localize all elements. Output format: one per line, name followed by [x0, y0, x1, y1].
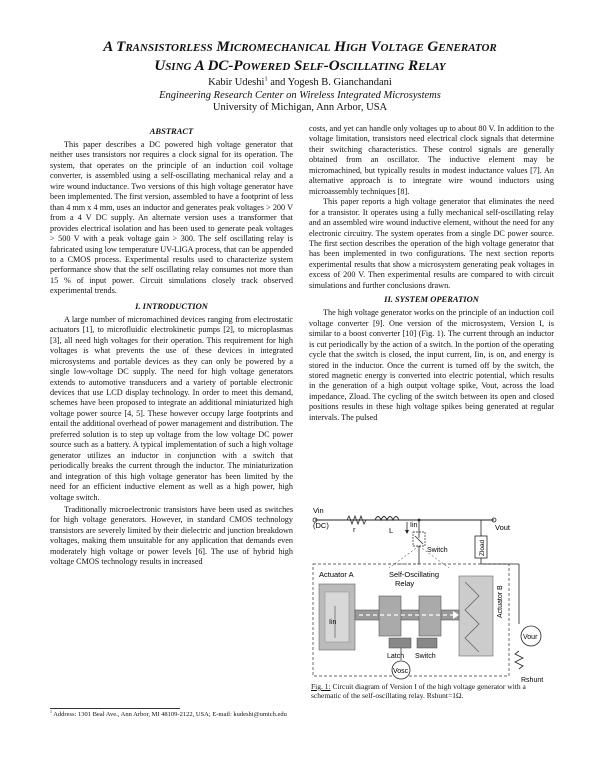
footnote-mark: 1 — [50, 709, 52, 714]
title-line-1: A Transistorless Micromechanical High Voltage Generator — [103, 39, 497, 55]
zload-label: Zload — [479, 539, 486, 556]
actuator-b-block — [459, 576, 493, 656]
right-column — [309, 124, 554, 423]
latch-label: Latch — [387, 653, 405, 660]
intro-paragraph-continued: costs, and yet can handle only voltages up to about 80 V. In addition to the voltage limitation, transistors need electrical clock signals that determine their switching characteristics. These control signals are generally obtained from an oscillator. The inductive element may be micromachined, but typically results in modest inductance values [7]. An alternative approach is to integrate wire wound inductors using microassembly techniques [8]. — [309, 124, 554, 196]
actuator-a-label: Actuator A — [319, 570, 354, 579]
vin-label: Vin — [313, 506, 324, 515]
intro-paragraph-1: A large number of micromachined devices ranging from electrostatic actuators [1], to microfluidic electrokinetic pumps [2], to microplasmas [3], all need high voltages for their operation. This requirement for high voltages is what prevents the use of these devices in integrated microsystems and portable devices as they can only be powered by a single low-voltage DC supply. The need for high voltage generators extends to automotive transducers and a variety of portable electronic devices that use LCD display technology. In order to meet this demand, schemes have been proposed to integrate an additional miniaturized high voltage power source [4, 5]. These however occupy large footprints and entail the additional overhead of power management and distribution. The preferred solution is to step up voltage from the low voltage DC power source such as a battery. A typical implementation of such a high voltage generator utilizes an inductor in conjunction with a switch that periodically breaks the current through the inductor. The miniaturization and integration of this high voltage generator has been limited by the need for an efficient inductive element as well as a high power, high voltage switch. — [50, 314, 293, 502]
system-paragraph-1: The high voltage generator works on the principle of an induction coil voltage converter [9]. One version of the microsystem, Version I, is similar to a boost converter [10] (Fig. 1). The current through an inductor is cut periodically by the action of a switch. In the portion of the operating cycle that the switch is closed, the input current, Iin, is on, and energy is stored in the inductor. Once the current is turned off by the switch, the stored magnetic energy is converted into electric potential, which results in the generation of a high output voltage spike, Vout, across the load impedance, Zload. The cycling of the switch between its open and closed positions results in these high voltage spikes being generated at regular intervals. The pulsed — [309, 308, 554, 422]
latch-block — [389, 638, 411, 648]
university: University of Michigan, Ann Arbor, USA — [212, 102, 388, 113]
switch-top-label: Switch — [427, 547, 448, 554]
iin-left-label: Iin — [329, 619, 337, 626]
left-column — [50, 123, 293, 568]
actuator-b-label: Actuator B — [497, 585, 504, 618]
rshunt-symbol — [515, 651, 523, 669]
vour-label: Vour — [523, 634, 538, 641]
footnote-text: Address: 1301 Beal Ave., Ann Arbor, MI 48109-2122, USA; E-mail: kudeshi@umich.edu — [51, 711, 287, 718]
vout-label: Vout — [495, 523, 511, 532]
intro-paragraph-2: Traditionally microelectronic transistors have been used as switches for high voltage generators. However, in standard CMOS technology transistors are severely limited by their dielectric and junction breakdown voltages, making them unsuitable for any application that demands even moderately high voltage or power levels [6]. The use of hybrid high voltage CMOS technology results in increased — [50, 504, 293, 567]
intro-paragraph-3: This paper reports a high voltage generator that eliminates the need for a transistor. It operates using a fully mechanical self-oscillating relay and an assembled wire wound inductive element, without the need for any electronic circuitry. The system operates from a single DC power source. The first section describes the operation of the high voltage generator that has been implemented in two configurations. The next section reports experimental results that show a microsystem generating peak voltages in excess of 200 V. Then experimental results are compared to with circuit simulations and further conclusions drawn. — [309, 197, 554, 290]
vosc-label: Vosc — [393, 668, 409, 675]
l-label: L — [389, 526, 394, 535]
footnote-rule — [50, 708, 180, 709]
author-2: and Yogesh B. Gianchandani — [267, 77, 392, 88]
abstract-heading: ABSTRACT — [149, 126, 194, 136]
caption-text: Circuit diagram of Version I of the high voltage generator with a schematic of the self-oscillating relay. Rshunt=1Ω. — [311, 682, 526, 700]
figure-caption — [311, 682, 557, 700]
iin-top-label: Iin — [410, 522, 418, 529]
self-oscillating-label: Self-Oscillating — [389, 570, 440, 579]
authors — [40, 77, 560, 89]
r-label: r — [353, 525, 356, 534]
switch-bottom-label: Switch — [415, 653, 436, 660]
dc-label: (DC) — [313, 521, 329, 530]
inductor-symbol — [375, 517, 399, 521]
footnote — [50, 711, 550, 719]
relay-label: Relay — [395, 579, 415, 588]
rshunt-label: Rshunt — [521, 677, 544, 684]
caption-label: Fig. 1: — [311, 682, 331, 691]
system-operation-heading: II. SYSTEM OPERATION — [384, 294, 479, 305]
affiliation: Engineering Research Center on Wireless Integrated Microsystems — [159, 90, 441, 101]
author-1: Kabir Udeshi — [208, 77, 265, 88]
author-1-footnote-mark: 1 — [264, 75, 268, 83]
figure-1-circuit-diagram — [309, 506, 559, 692]
switch-block-bottom — [417, 638, 437, 648]
title-line-2: Using A DC-Powered Self-Oscillating Relay — [154, 58, 446, 74]
paper-title — [40, 38, 560, 76]
intro-heading: I. INTRODUCTION — [135, 300, 208, 311]
abstract-body: This paper describes a DC powered high voltage generator that neither uses transistors nor requires a clock signal for its operation. The system, that operates on the principle of an induction coil voltage converter, is assembled using a self-oscillating mechanical relay and a wire wound inductance. Two versions of this high voltage generator have been implemented. The first version, assembled to have a footprint of less than 4 mm x 4 mm, uses an inductor and generates peak voltages > 200 V from a 4 V DC supply. An alternate version uses a transformer that provides electrical isolation and has been used to generate peak voltages > 500 V with a peak voltage gain > 300. The self oscillating relay is fabricated using low temperature UV-LIGA process, that can be appended to a CMOS process. Experimental results used to characterize system performance show that the self oscillating relay consumes not more than 15 % of input power. Circuit simulations closely track observed experimental trends. — [50, 140, 293, 296]
